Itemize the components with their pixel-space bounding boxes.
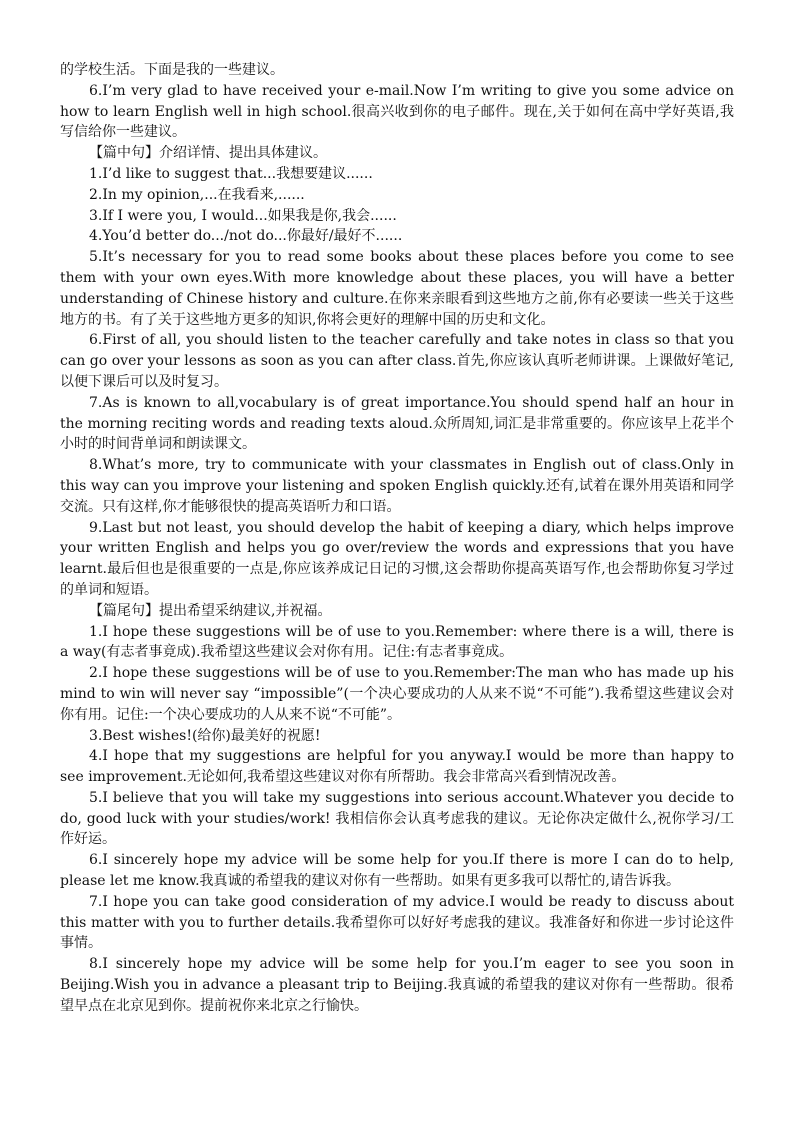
body-sentence-5: 5.It’s necessary for you to read some books about these places before you come to see them with your own eyes.With more knowledge about these places, you will have a better understanding of Chinese history and culture.在你来亲眼看到这些地方之前,你有必要读一些关于这些地方的书。有了关于这些地方更多的知识,你将会更好的理解中国的历史和文化。 bbox=[60, 249, 734, 328]
section-heading-body: 【篇中句】介绍详情、提出具体建议。 bbox=[89, 145, 327, 162]
opening-sentence-6: 6.I’m very glad to have received your e-mail.Now I’m writing to give you some advice on how to learn English well in high school.很高兴收到你的电子邮件。现在,关于如何在高中学好英语,我写信给你一些建议。 bbox=[60, 82, 734, 141]
ending-sentence-5: 5.I believe that you will take my suggestions into serious account.Whatever you decide to do, good luck with your studies/work! 我相信你会认真考虑我的建议。无论你决定做什么,祝你学习/工作好运。 bbox=[60, 789, 734, 848]
ending-sentence-6: 6.I sincerely hope my advice will be some help for you.If there is more I can do to help, please let me know.我真诚的希望我的建议对你有一些帮助。如果有更多我可以帮忙的,请告诉我。 bbox=[60, 852, 734, 890]
body-sentence-2: 2.In my opinion,...在我看来,...... bbox=[89, 186, 305, 203]
section-heading-ending: 【篇尾句】提出希望采纳建议,并祝福。 bbox=[89, 602, 332, 619]
ending-sentence-3: 3.Best wishes!(给你)最美好的祝愿! bbox=[89, 727, 321, 744]
body-sentence-9: 9.Last but not least, you should develop the habit of keeping a diary, which helps improve your written English and helps you go over/review the words and expressions that you have learnt.最后但也是很重要的一点是,你应该养成记日记的习惯,这会帮助你提高英语写作,也会帮助你复习学过的单词和短语。 bbox=[60, 519, 734, 598]
ending-sentence-1: 1.I hope these suggestions will be of use to you.Remember: where there is a will, there is a way(有志者事竟成).我希望这些建议会对你有用。记住:有志者事竟成。 bbox=[60, 623, 734, 661]
body-sentence-6: 6.First of all, you should listen to the teacher carefully and take notes in class so that you can go over your lessons as soon as you can after class.首先,你应该认真听老师讲课。上课做好笔记,以便下课后可以及时复习。 bbox=[60, 332, 734, 390]
paragraph-continuation: 的学校生活。下面是我的一些建议。 bbox=[60, 62, 284, 78]
body-sentence-4: 4.You’d better do.../not do...你最好/最好不...... bbox=[89, 228, 403, 245]
body-sentence-1: 1.I’d like to suggest that...我想要建议...... bbox=[89, 165, 373, 182]
document-page bbox=[60, 60, 734, 1017]
ending-sentence-2: 2.I hope these suggestions will be of use to you.Remember:The man who has made up his mind to win will never say “impossible”(一个决心要成功的人从来不说“不可能”).我希望这些建议会对你有用。记住:一个决心要成功的人从来不说“不可能”。 bbox=[60, 665, 734, 723]
body-sentence-7: 7.As is known to all,vocabulary is of great importance.You should spend half an hour in the morning reciting words and reading texts aloud.众所周知,词汇是非常重要的。你应该早上花半个小时的时间背单词和朗读课文。 bbox=[60, 394, 734, 453]
ending-sentence-7: 7.I hope you can take good consideration of my advice.I would be ready to discuss about this matter with you to further details.我希望你可以好好考虑我的建议。我准备好和你进一步讨论这件事情。 bbox=[60, 893, 734, 952]
body-sentence-8: 8.What’s more, try to communicate with your classmates in English out of class.Only in this way can you improve your listening and spoken English quickly.还有,试着在课外用英语和同学交流。只有这样,你才能够很快的提高英语听力和口语。 bbox=[60, 457, 734, 515]
body-sentence-3: 3.If I were you, I would...如果我是你,我会...... bbox=[89, 207, 397, 224]
ending-sentence-4: 4.I hope that my suggestions are helpful for you anyway.I would be more than happy to see improvement.无论如何,我希望这些建议对你有所帮助。我会非常高兴看到情况改善。 bbox=[60, 748, 734, 786]
ending-sentence-8: 8.I sincerely hope my advice will be some help for you.I’m eager to see you soon in Beijing.Wish you in advance a pleasant trip to Beijing.我真诚的希望我的建议对你有一些帮助。很希望早点在北京见到你。提前祝你来北京之行愉快。 bbox=[60, 956, 734, 1014]
